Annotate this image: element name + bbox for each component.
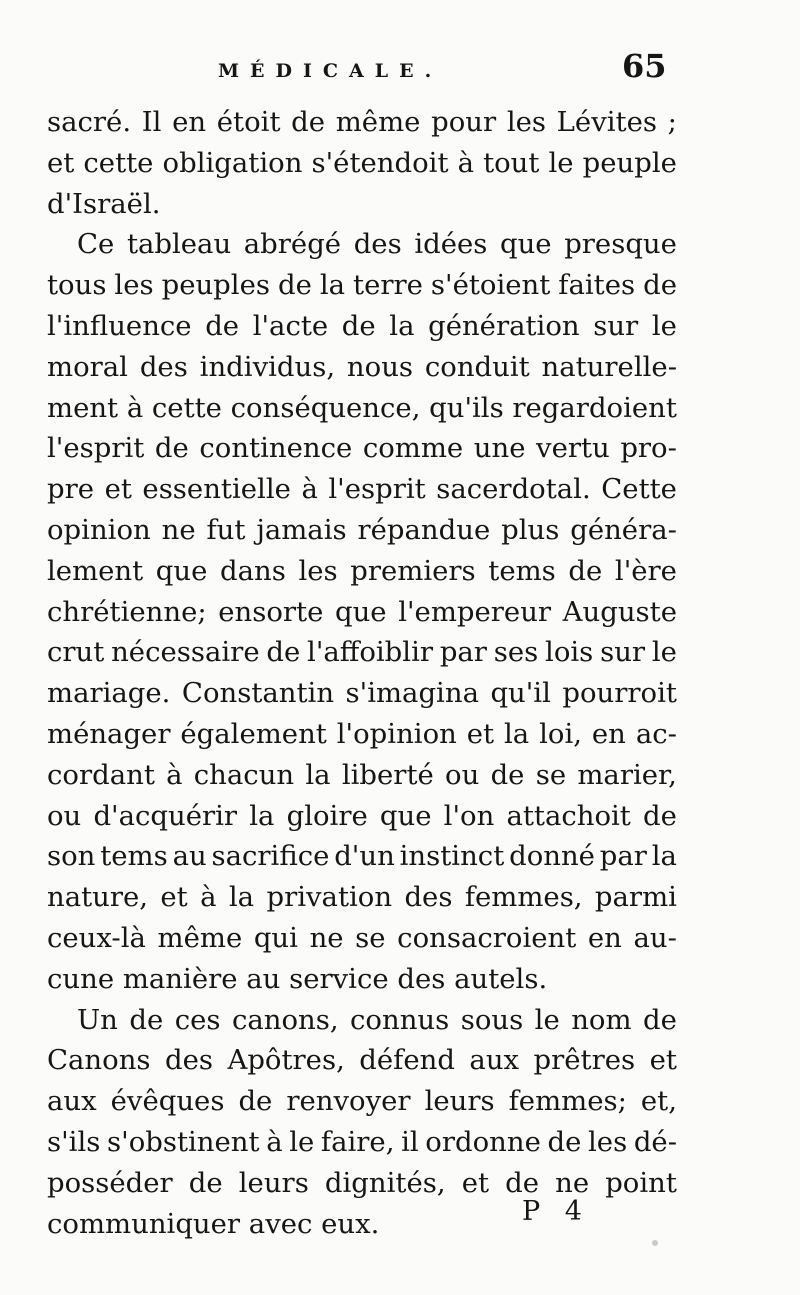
- word: ensorte: [218, 595, 324, 628]
- word: à: [457, 146, 474, 179]
- word: aux: [469, 1044, 520, 1077]
- word: que: [334, 595, 387, 628]
- word: fut: [206, 513, 246, 546]
- word: à: [266, 1125, 283, 1158]
- word: et: [466, 717, 495, 750]
- text-line: [47, 673, 677, 714]
- word: jamais: [256, 513, 347, 546]
- signature-mark: P 4: [522, 1196, 590, 1227]
- word: l'influence: [47, 309, 192, 342]
- text-line: [47, 265, 677, 306]
- word: Constantin: [181, 677, 335, 710]
- word: que: [379, 799, 432, 832]
- text-line: [47, 102, 677, 143]
- word: l'empereur: [398, 595, 552, 628]
- word: liberté: [341, 758, 434, 791]
- word: tableau: [126, 228, 232, 261]
- text-line: [47, 918, 677, 959]
- word: de: [547, 1125, 582, 1158]
- word: qui: [253, 921, 298, 954]
- word: marier,: [577, 758, 677, 791]
- word: la: [305, 758, 331, 791]
- word: nature,: [47, 881, 149, 914]
- text-line: [47, 755, 677, 796]
- word: que: [499, 228, 552, 261]
- word: les: [114, 269, 154, 302]
- text-line: [47, 224, 677, 265]
- running-head: MÉDICALE.: [218, 60, 443, 82]
- word: de: [277, 269, 312, 302]
- word: même: [335, 106, 421, 138]
- word: prêtres: [533, 1044, 636, 1077]
- word: leurs: [424, 1085, 495, 1118]
- word: consacroient: [397, 921, 577, 954]
- word: même: [157, 921, 243, 954]
- text-line: [47, 428, 677, 469]
- word: ces: [174, 1003, 221, 1036]
- word: étoit: [216, 106, 281, 138]
- word: femmes,: [464, 881, 583, 914]
- word: répandue: [357, 513, 491, 546]
- word: de: [188, 1166, 223, 1199]
- word: en: [591, 717, 626, 750]
- word: instinct: [399, 840, 505, 873]
- word: parmi: [594, 881, 677, 914]
- word: renvoyer: [286, 1085, 411, 1118]
- text-line: [47, 592, 677, 633]
- word: pourroit: [562, 677, 677, 710]
- text-line: [47, 1040, 677, 1081]
- word: idées: [414, 228, 488, 261]
- text-line: [47, 877, 677, 918]
- word: dé-: [633, 1125, 677, 1158]
- word: Ce: [77, 228, 115, 261]
- word: faites: [558, 269, 636, 302]
- word: de: [154, 432, 189, 465]
- word: des: [139, 350, 188, 383]
- word: essentielle: [142, 473, 291, 506]
- word: au: [172, 840, 207, 873]
- word: des: [165, 1044, 213, 1077]
- word: et,: [640, 1085, 677, 1118]
- word: plus: [501, 513, 560, 546]
- text-line: d'Israël.: [47, 187, 161, 220]
- word: ne: [161, 513, 196, 546]
- word: généra-: [570, 513, 677, 546]
- word: des: [404, 881, 453, 914]
- word: de: [205, 309, 240, 342]
- word: leurs: [238, 1166, 309, 1199]
- word: Cette: [601, 473, 677, 506]
- word: mariage.: [47, 677, 171, 710]
- word: l'ère: [614, 554, 677, 587]
- word: évêques: [110, 1085, 225, 1118]
- word: cette: [83, 146, 154, 179]
- ink-speck: [652, 1240, 658, 1246]
- word: le: [651, 309, 677, 342]
- word: dignités,: [324, 1166, 446, 1199]
- word: se: [355, 921, 386, 954]
- word: point: [605, 1166, 677, 1199]
- word: la: [651, 840, 677, 873]
- text-line: [47, 836, 677, 877]
- word: s'étendoit: [311, 146, 449, 179]
- word: l'affoiblir: [307, 636, 434, 669]
- word: l'esprit: [47, 432, 145, 465]
- word: ses: [493, 636, 539, 669]
- word: que: [155, 554, 208, 587]
- word: génération: [428, 309, 580, 342]
- word: comme: [362, 432, 464, 465]
- text-line: [47, 714, 677, 755]
- word: par: [439, 636, 487, 669]
- word: tout: [483, 146, 540, 179]
- word: la: [249, 799, 275, 832]
- text-line: [47, 469, 677, 510]
- word: ne: [309, 921, 344, 954]
- word: le: [289, 1125, 315, 1158]
- word: à: [126, 391, 144, 424]
- word: et: [160, 881, 188, 914]
- word: de: [505, 1166, 540, 1199]
- word: vertu: [536, 432, 610, 465]
- word: de: [238, 1085, 273, 1118]
- word: le: [548, 146, 574, 179]
- word: peuple: [582, 146, 677, 179]
- word: chacun: [193, 758, 295, 791]
- word: tems: [100, 840, 168, 873]
- word: en: [587, 921, 622, 954]
- word: nom: [571, 1003, 632, 1036]
- text-line: [47, 551, 677, 592]
- word: femmes;: [508, 1085, 627, 1118]
- word: Auguste: [562, 595, 677, 628]
- text-line: [47, 306, 677, 347]
- word: pro-: [620, 432, 677, 465]
- word: son: [47, 840, 96, 873]
- word: les: [298, 554, 338, 587]
- word: le: [651, 636, 677, 669]
- word: par: [599, 840, 647, 873]
- word: sacrifice: [211, 840, 330, 873]
- word: lois: [545, 636, 594, 669]
- word: et: [649, 1044, 677, 1077]
- word: ac-: [635, 717, 677, 750]
- word: des: [353, 228, 402, 261]
- word: au-: [633, 921, 677, 954]
- text-line: [47, 510, 677, 551]
- word: s'imagina: [345, 677, 479, 710]
- word: privation: [266, 881, 393, 914]
- word: Canons: [47, 1044, 151, 1077]
- word: Apôtres,: [227, 1044, 345, 1077]
- word: loi,: [539, 717, 582, 750]
- word: les: [588, 1125, 628, 1158]
- word: ment: [47, 391, 119, 424]
- word: l'esprit: [328, 473, 426, 506]
- word: dans: [220, 554, 286, 587]
- word: regardoient: [512, 391, 677, 424]
- word: la: [228, 881, 255, 914]
- word: ;: [667, 106, 677, 138]
- word: conséquence,: [230, 391, 421, 424]
- word: sacré.: [47, 106, 132, 138]
- word: naturelle-: [541, 350, 677, 383]
- word: et: [47, 146, 75, 179]
- word: peuples: [161, 269, 270, 302]
- word: de: [643, 1003, 677, 1036]
- word: les: [506, 106, 546, 138]
- word: le: [534, 1003, 560, 1036]
- word: s'étoient: [430, 269, 551, 302]
- word: individus,: [199, 350, 336, 383]
- word: se: [535, 758, 567, 791]
- word: ne: [555, 1166, 590, 1199]
- word: cordant: [47, 758, 155, 791]
- word: Un: [77, 1003, 118, 1036]
- word: d'acquérir: [93, 799, 238, 832]
- word: il: [401, 1125, 419, 1158]
- text-line: [47, 1000, 677, 1041]
- word: pour: [431, 106, 497, 138]
- word: à: [301, 473, 318, 506]
- word: ou: [47, 799, 82, 832]
- word: posséder: [47, 1166, 173, 1199]
- word: la: [319, 269, 346, 302]
- word: pre: [47, 473, 95, 506]
- word: de: [291, 106, 326, 138]
- word: crut: [47, 636, 105, 669]
- word: ceux-là: [47, 921, 146, 954]
- word: attachoit: [506, 799, 631, 832]
- word: presque: [564, 228, 677, 261]
- text-line: [47, 347, 677, 388]
- word: sacerdotal.: [436, 473, 591, 506]
- word: défend: [359, 1044, 455, 1077]
- word: de: [129, 1003, 164, 1036]
- word: de: [568, 554, 603, 587]
- word: l'acte: [252, 309, 329, 342]
- word: canons,: [231, 1003, 339, 1036]
- word: premiers: [350, 554, 476, 587]
- word: obligation: [162, 146, 303, 179]
- word: d'un: [334, 840, 395, 873]
- word: s'obstinent: [107, 1125, 260, 1158]
- word: la: [504, 717, 530, 750]
- word: terre: [353, 269, 423, 302]
- word: sous: [460, 1003, 524, 1036]
- word: s'ils: [47, 1125, 101, 1158]
- word: faire,: [320, 1125, 395, 1158]
- word: cette: [151, 391, 222, 424]
- word: ordonne: [425, 1125, 541, 1158]
- word: de: [643, 269, 677, 302]
- word: qu'ils: [429, 391, 504, 424]
- word: connus: [350, 1003, 450, 1036]
- word: opinion: [47, 513, 151, 546]
- word: la: [389, 309, 415, 342]
- word: qu'il: [490, 677, 551, 710]
- word: également: [180, 717, 327, 750]
- word: chrétienne;: [47, 595, 207, 628]
- word: sur: [600, 636, 646, 669]
- word: conduit: [424, 350, 530, 383]
- word: continence: [199, 432, 353, 465]
- text-line: [47, 796, 677, 837]
- word: à: [166, 758, 183, 791]
- text-line: [47, 143, 677, 184]
- text-line: cune manière au service des autels.: [47, 962, 548, 995]
- word: sur: [593, 309, 639, 342]
- word: nous: [346, 350, 414, 383]
- word: une: [473, 432, 526, 465]
- word: aux: [47, 1085, 97, 1118]
- word: abrégé: [243, 228, 342, 261]
- word: ménager: [47, 717, 171, 750]
- word: de: [490, 758, 525, 791]
- word: moral: [47, 350, 128, 383]
- word: nécessaire: [111, 636, 260, 669]
- word: lement: [47, 554, 144, 587]
- word: tems: [488, 554, 556, 587]
- word: gloire: [286, 799, 368, 832]
- word: ou: [445, 758, 480, 791]
- word: de: [341, 309, 376, 342]
- word: et: [104, 473, 132, 506]
- text-line: [47, 1081, 677, 1122]
- word: tous: [47, 269, 107, 302]
- word: l'on: [443, 799, 495, 832]
- page-number: 65: [622, 47, 667, 85]
- text-line: [47, 1122, 677, 1163]
- word: l'opinion: [336, 717, 457, 750]
- word: en: [172, 106, 207, 138]
- body-text: [47, 102, 677, 1244]
- word: de: [643, 799, 677, 832]
- word: Il: [141, 106, 162, 138]
- word: et: [461, 1166, 490, 1199]
- text-line: [47, 388, 677, 429]
- word: à: [200, 881, 217, 914]
- word: donné: [509, 840, 595, 873]
- text-line: communiquer avec eux.: [47, 1207, 380, 1240]
- word: de: [266, 636, 301, 669]
- word: Lévites: [556, 106, 657, 138]
- text-line: [47, 632, 677, 673]
